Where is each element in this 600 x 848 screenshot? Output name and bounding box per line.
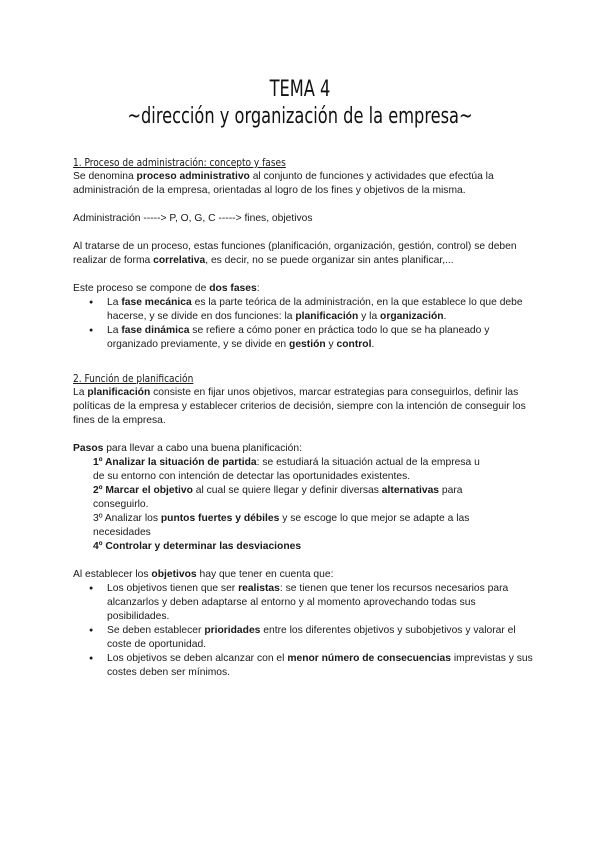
phases-list	[73, 296, 533, 352]
step-continuation: de su entorno con intención de detectar las oportunidades existentes.	[93, 471, 411, 482]
steps-intro: Pasos para llevar a cabo una buena planificación:	[73, 443, 302, 454]
section-1-paragraph-2: Al tratarse de un proceso, estas funciones (planificación, organización, gestión, control) se deben realizar de forma correlativa, es decir, no se puede organizar sin antes planificar,...	[73, 241, 517, 266]
document-title: TEMA 4	[269, 77, 331, 102]
objectives-intro: Al establecer los objetivos hay que tener en cuenta que:	[73, 569, 334, 580]
section-1-heading: 1. Proceso de administración: concepto y fases	[73, 157, 286, 169]
list-item: ● Los objetivos se deben alcanzar con el menor número de consecuencias imprevistas y sus costes deben ser mínimos.	[73, 652, 533, 680]
section-2-intro: La planificación consiste en fijar unos objetivos, marcar estrategias para conseguirlos, definir las políticas de la empresa y establecer criterios de decisión, siempre con la intención de conseguir los fines de la empresa.	[73, 387, 526, 426]
list-item: ● Se deben establecer prioridades entre los diferentes objetivos y subobjetivos y valorar el coste de oportunidad.	[73, 624, 533, 652]
step-item: 2º Marcar el objetivo al cual se quiere llegar y definir diversas alternativas para	[93, 485, 463, 496]
planning-steps	[73, 456, 533, 554]
step-item: 4º Controlar y determinar las desviaciones	[93, 541, 302, 552]
objectives-list	[73, 582, 533, 680]
step-item: 3º Analizar los puntos fuertes y débiles y se escoge lo que mejor se adapte a las	[93, 513, 470, 524]
list-item: ● Los objetivos tienen que ser realistas: se tienen que tener los recursos necesarios para alcanzarlos y deben adaptarse al entorno y al momento aprovechando todas sus posibilidades.	[73, 582, 533, 624]
step-continuation: necesidades	[93, 527, 151, 538]
section-2-heading: 2. Función de planificación	[73, 373, 194, 385]
step-item: 1º Analizar la situación de partida: se estudiará la situación actual de la empresa u	[93, 457, 480, 468]
list-item: ● La fase mecánica es la parte teórica de la administración, en la que establece lo que debe hacerse, y se divide en dos funciones: la planificación y la organización.	[73, 296, 533, 324]
list-item: ● La fase dinámica se refiere a cómo poner en práctica todo lo que se ha planeado y organizado previamente, y se divide en gestión y control.	[73, 324, 533, 352]
section-1-paragraph-3: Este proceso se compone de dos fases:	[73, 283, 260, 294]
section-1-intro: Se denomina proceso administrativo al conjunto de funciones y actividades que efectúa la administración de la empresa, orientadas al logro de los fines y objetivos de la misma.	[73, 171, 494, 196]
step-continuation: conseguirlo.	[93, 499, 149, 510]
document-body	[73, 156, 533, 680]
process-formula: Administración -----> P, O, G, C -----> fines, objetivos	[73, 213, 313, 224]
document-subtitle: ~dirección y organización de la empresa~	[127, 104, 473, 129]
